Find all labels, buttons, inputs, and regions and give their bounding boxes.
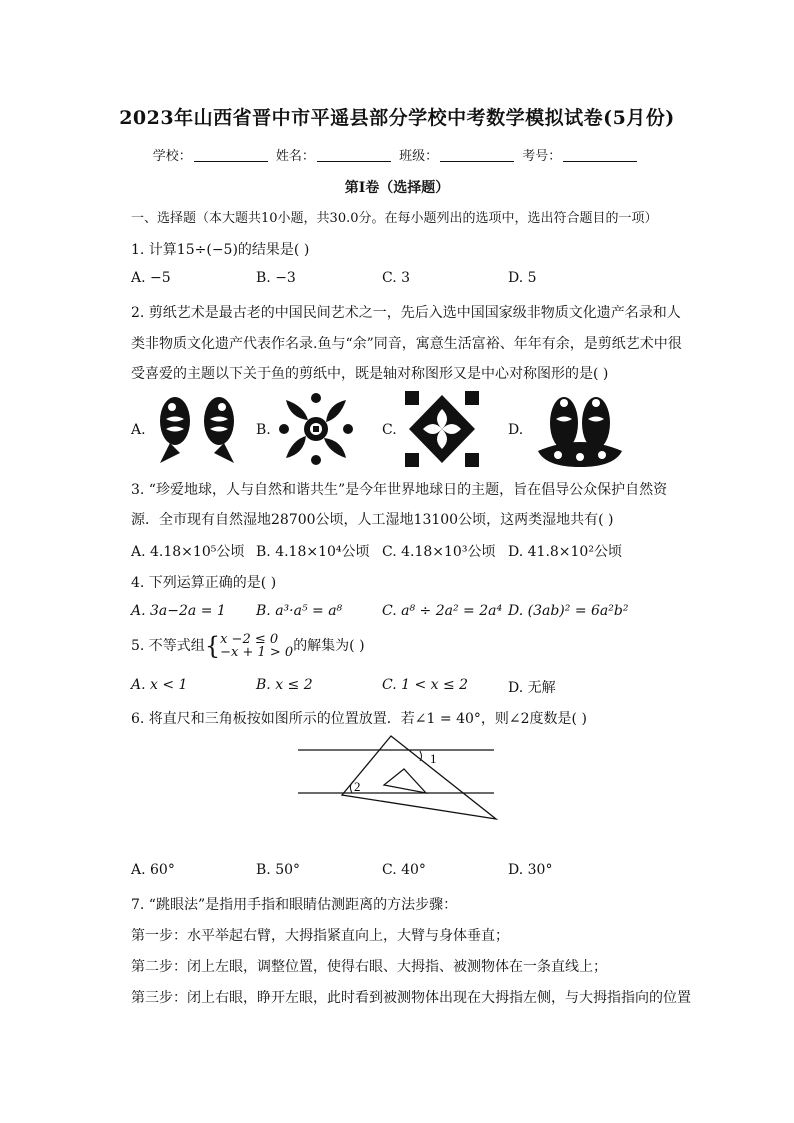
q5-sys1: x −2 ≤ 0 [220,632,279,647]
q5-system [220,633,293,659]
school-blank[interactable] [194,149,268,162]
angle2-label: 2 [354,779,361,794]
q3-line2: 源．全市现有自然湿地28700公顷，人工湿地13100公顷，这两类湿地共有( ) [131,512,614,528]
q4-option-b[interactable]: B. a³·a⁵ = a⁸ [256,603,343,619]
q7-step1: 第一步：水平举起右臂，大拇指紧直向上，大臂与身体垂直； [131,928,509,944]
angle1-label: 1 [430,751,437,766]
section-title: 第I卷（选择题） [344,180,450,196]
q4-option-c[interactable]: C. a⁸ ÷ 2a² = 2a⁴ [382,603,503,619]
q2-line1: 2. 剪纸艺术是最古老的中国民间艺术之一，先后入选中国国家级非物质文化遗产名录和人 [131,305,681,321]
q5-option-d[interactable]: D. 无解 [508,680,556,696]
fish-papercut-d-icon [528,389,632,469]
exam-no-label: 考号： [522,149,562,164]
q6-option-a[interactable]: A. 60° [131,862,175,878]
name-blank[interactable] [317,149,391,162]
q2-line3: 受喜爱的主题以下关于鱼的剪纸中，既是轴对称图形又是中心对称图形的是( ) [131,366,609,382]
q5-option-c[interactable]: C. 1 < x ≤ 2 [382,677,469,693]
q1-option-c[interactable]: C. 3 [382,270,411,286]
q6-option-b[interactable]: B. 50° [256,862,301,878]
part1-header: 一、选择题（本大题共10小题，共30.0分。在每小题列出的选项中，选出符合题目的一项） [131,211,658,226]
class-label: 班级： [399,149,439,164]
q5-stem [131,632,365,660]
q3-option-d[interactable]: D. 41.8×10²公顷 [508,544,622,560]
q2-option-b[interactable]: B. [256,422,271,438]
exam-title: 2023年山西省晋中市平遥县部分学校中考数学模拟试卷(5月份) [119,107,675,129]
class-blank[interactable] [440,149,514,162]
q4-option-a[interactable]: A. 3a−2a = 1 [131,603,226,619]
q2-line2: 类非物质文化遗产代表作名录.鱼与“余”同音，寓意生活富裕、年年有余，是剪纸艺术中很 [131,336,682,352]
q5-option-a[interactable]: A. x < 1 [131,677,188,693]
q6-option-d[interactable]: D. 30° [508,862,553,878]
q3-option-a[interactable]: A. 4.18×10⁵公顷 [131,544,245,560]
q1-option-d[interactable]: D. 5 [508,270,537,286]
q5-sys2: −x + 1 > 0 [220,645,294,660]
name-label: 姓名： [275,149,315,164]
q1-option-a[interactable]: A. −5 [131,270,171,286]
school-label: 学校： [152,149,192,164]
q1-stem: 1. 计算15÷(−5)的结果是( ) [131,242,310,258]
fish-papercut-a-icon [150,393,244,465]
q7-step2: 第二步：闭上左眼，调整位置，使得右眼、大拇指、被测物体在一条直线上； [131,959,607,975]
ruler-triangle-figure [296,731,500,823]
q3-option-b[interactable]: B. 4.18×10⁴公顷 [256,544,370,560]
brace-icon: { [204,632,221,660]
fish-papercut-b-icon [278,392,354,466]
q5-stem-pre: 5. 不等式组 [131,638,205,654]
q5-stem-post: 的解集为( ) [293,638,365,654]
fish-papercut-c-icon [403,389,481,469]
q6-stem: 6. 将直尺和三角板按如图所示的位置放置．若∠1 = 40°，则∠2度数是( ) [131,711,587,727]
q2-option-d[interactable]: D. [508,422,524,438]
q2-option-c[interactable]: C. [382,422,397,438]
exam-no-blank[interactable] [563,149,637,162]
student-info-row [0,145,794,164]
q7-step3: 第三步：闭上右眼，睁开左眼，此时看到被测物体出现在大拇指左侧，与大拇指指向的位置 [131,990,691,1006]
q3-option-c[interactable]: C. 4.18×10³公顷 [382,544,496,560]
q6-option-c[interactable]: C. 40° [382,862,426,878]
q7-stem: 7. “跳眼法”是指用手指和眼睛估测距离的方法步骤： [131,897,458,913]
q4-stem: 4. 下列运算正确的是( ) [131,575,277,591]
q1-option-b[interactable]: B. −3 [256,270,296,286]
q3-line1: 3. “珍爱地球，人与自然和谐共生”是今年世界地球日的主题，旨在倡导公众保护自然资 [131,482,668,498]
q5-option-b[interactable]: B. x ≤ 2 [256,677,313,693]
q4-option-d[interactable]: D. (3ab)² = 6a²b² [508,603,629,619]
q2-option-a[interactable]: A. [131,422,146,438]
